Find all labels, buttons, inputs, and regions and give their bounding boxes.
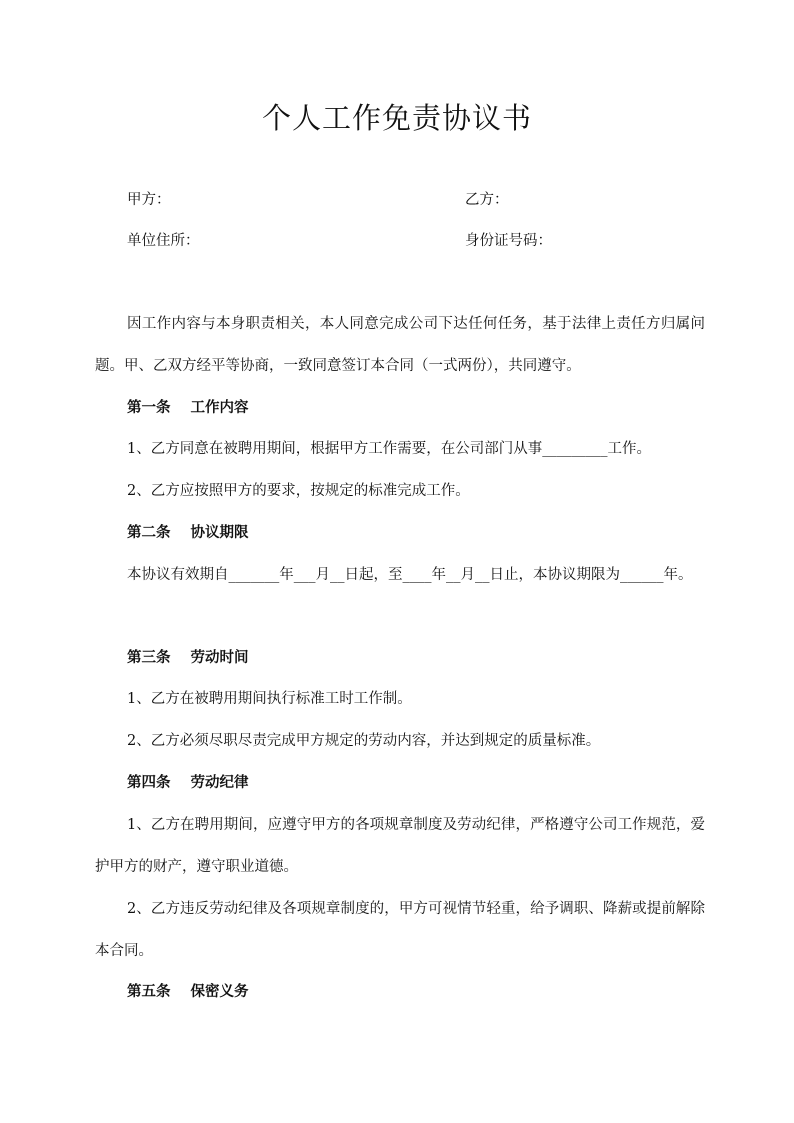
party-b-label: 乙方：: [465, 192, 509, 208]
section-2-number: 第二条: [127, 524, 171, 541]
section-3-title: 劳动时间: [190, 649, 249, 666]
section-5-title: 保密义务: [190, 983, 249, 1000]
section-1-item-2: 2、乙方应按照甲方的要求，按规定的标准完成工作。: [127, 483, 470, 499]
section-4-number: 第四条: [127, 774, 171, 791]
section-1-title: 工作内容: [190, 399, 249, 416]
section-2-item-1: 本协议有效期自_______年___月__日起，至____年__月__日止，本协议期限为______年。: [127, 567, 693, 583]
section-2-title: 协议期限: [190, 524, 249, 541]
section-4-heading: [127, 773, 249, 793]
section-2-heading: [127, 523, 249, 543]
section-3-number: 第三条: [127, 649, 171, 666]
section-3-heading: [127, 648, 249, 668]
section-1-number: 第一条: [127, 399, 171, 416]
section-3-item-1: 1、乙方在被聘用期间执行标准工时工作制。: [127, 691, 412, 707]
address-label: 单位住所：: [127, 233, 200, 249]
intro-paragraph: 因工作内容与本身职责相关，本人同意完成公司下达任何任务，基于法律上责任方归属问题。甲、乙双方经平等协商，一致同意签订本合同（一式两份），共同遵守。: [95, 316, 705, 374]
section-5-heading: [127, 982, 249, 1002]
section-3-item-2: 2、乙方必须尽职尽责完成甲方规定的劳动内容，并达到规定的质量标准。: [127, 733, 601, 749]
section-4-item-1: 1、乙方在聘用期间，应遵守甲方的各项规章制度及劳动纪律，严格遵守公司工作规范，爱护甲方的财产，遵守职业道德。: [95, 817, 705, 875]
party-a-label: 甲方：: [127, 192, 171, 208]
section-4-item-2: 2、乙方违反劳动纪律及各项规章制度的，甲方可视情节轻重，给予调职、降薪或提前解除本合同。: [95, 901, 705, 959]
section-4-title: 劳动纪律: [190, 774, 249, 791]
id-number-label: 身份证号码：: [465, 233, 552, 249]
section-1-item-1: 1、乙方同意在被聘用期间，根据甲方工作需要，在公司部门从事_________工作。: [127, 441, 651, 457]
section-5-number: 第五条: [127, 983, 171, 1000]
section-1-heading: [127, 398, 249, 418]
document-title: 个人工作免责协议书: [261, 101, 532, 135]
